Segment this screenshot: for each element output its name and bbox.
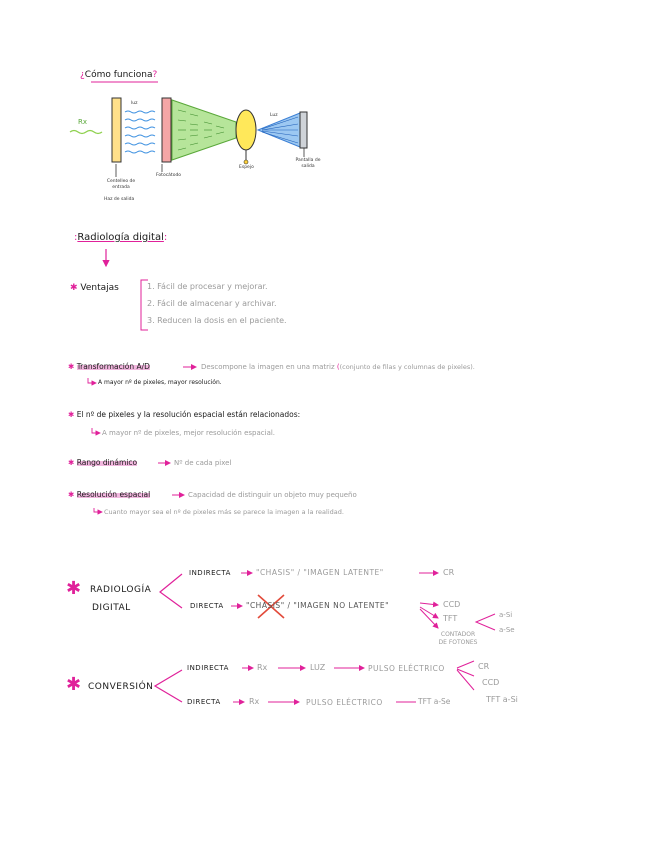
rd-tft-ase: a-Se — [499, 626, 515, 634]
bullet-desc-text: Descompone la imagen en una matriz — [201, 363, 335, 371]
bullet-rango — [68, 458, 137, 467]
section-title: :Radiología digital: — [74, 232, 168, 243]
lens-ellipse — [236, 110, 256, 150]
rd-label-1: RADIOLOGÍA — [90, 585, 152, 595]
conv-label: CONVERSIÓN — [88, 682, 154, 692]
bullet-sub: A mayor nº de pixeles, mayor resolución. — [98, 379, 222, 386]
espejo-label: Espejo — [239, 165, 254, 170]
photocathode-bar — [162, 98, 171, 162]
bullet-term: Transformación A/D — [76, 362, 150, 371]
bullet-paren-text: (conjunto de filas y columnas de pixeles). — [339, 363, 475, 371]
bullet-desc: Descompone la imagen en una matriz ((conjunto de filas y columnas de pixeles). — [201, 363, 475, 371]
rx-wave — [70, 131, 102, 134]
asterisk-icon: ✱ — [68, 490, 75, 499]
asterisk-icon: ✱ — [68, 458, 75, 467]
ventajas-item-2: 2. Fácil de almacenar y archivar. — [147, 299, 277, 308]
rd-indirecta-chasis: "CHASIS" / "IMAGEN LATENTE" — [256, 568, 384, 577]
luz-label-2: Luz — [270, 113, 278, 118]
bullet-desc: Nº de cada pixel — [174, 459, 232, 467]
ventajas-item-3: 3. Reducen la dosis en el paciente. — [147, 316, 287, 325]
rd-directa-ccd: CCD — [443, 600, 461, 609]
asterisk-icon: ✱ — [66, 578, 82, 599]
asterisk-icon: ✱ — [68, 362, 75, 371]
haz-salida-label: Haz de salida — [104, 197, 135, 202]
asterisk-icon: ✱ — [68, 410, 75, 419]
rd-directa-chasis: "CHASIS" / "IMAGEN NO LATENTE" — [246, 601, 390, 610]
rd-directa: DIRECTA — [190, 602, 224, 610]
conv-ind-result-ccd: CCD — [482, 678, 500, 687]
conv-dir-step-1: Rx — [249, 697, 260, 706]
ventajas-label: Ventajas — [80, 283, 119, 293]
rd-indirecta-result: CR — [443, 568, 455, 577]
bullet-desc: Capacidad de distinguir un objeto muy pequeño — [188, 491, 357, 499]
section-title-text: Radiología digital — [77, 232, 164, 243]
bullet-transformacion — [68, 362, 150, 371]
ventajas-row — [70, 283, 119, 293]
bullet-term: Rango dinámico — [76, 458, 138, 467]
scintillator-bar — [112, 98, 121, 162]
bullet-resolucion — [68, 490, 150, 499]
question-mark-close: ? — [152, 70, 158, 80]
conv-directa: DIRECTA — [187, 698, 221, 706]
rd-directa-contador: CONTADOR DE FOTONES — [438, 631, 478, 646]
question-mark-open: ¿ — [80, 70, 85, 80]
centelleo-label: Centelleo de entrada — [106, 179, 136, 190]
bullet-pixeles — [68, 410, 300, 419]
conv-ind-result-tft: TFT a-Si — [486, 695, 518, 704]
conv-dir-result: TFT a-Se — [418, 697, 451, 706]
question-text: Cómo funciona — [84, 70, 153, 80]
ventajas-item-1: 1. Fácil de procesar y mejorar. — [147, 282, 268, 291]
rd-tft-asi: a-Si — [499, 611, 513, 619]
rd-label-2: DIGITAL — [92, 603, 131, 613]
conv-ind-step-1: Rx — [257, 663, 268, 672]
conv-indirecta: INDIRECTA — [187, 664, 229, 672]
conv-ind-step-2: LUZ — [310, 663, 326, 672]
bullet-term: El nº de pixeles y la resolución espacial están relacionados: — [76, 410, 301, 419]
conv-ind-result-cr: CR — [478, 662, 490, 671]
conv-ind-step-3: PULSO ELÉCTRICO — [368, 664, 445, 673]
asterisk-icon: ✱ — [66, 674, 82, 695]
light-waves — [125, 111, 155, 153]
luz-label-1: luz — [131, 101, 138, 106]
pantalla-label: Pantalla de salida — [295, 158, 321, 169]
rd-directa-tft: TFT — [443, 614, 458, 623]
conv-dir-step-2: PULSO ELÉCTRICO — [306, 698, 383, 707]
output-screen — [300, 112, 307, 148]
bullet-term: Resolución espacial — [76, 490, 151, 499]
rd-indirecta: INDIRECTA — [189, 569, 231, 577]
diagram-question — [80, 70, 157, 80]
fotocatodo-label: Fotocátodo — [156, 173, 182, 178]
bullet-sub: A mayor nº de pixeles, mejor resolución espacial. — [102, 429, 276, 437]
asterisk-icon: ✱ — [70, 283, 78, 293]
bullet-sub: Cuanto mayor sea el nº de pixeles más se parece la imagen a la realidad. — [104, 508, 344, 516]
rx-label: Rx — [78, 118, 88, 126]
